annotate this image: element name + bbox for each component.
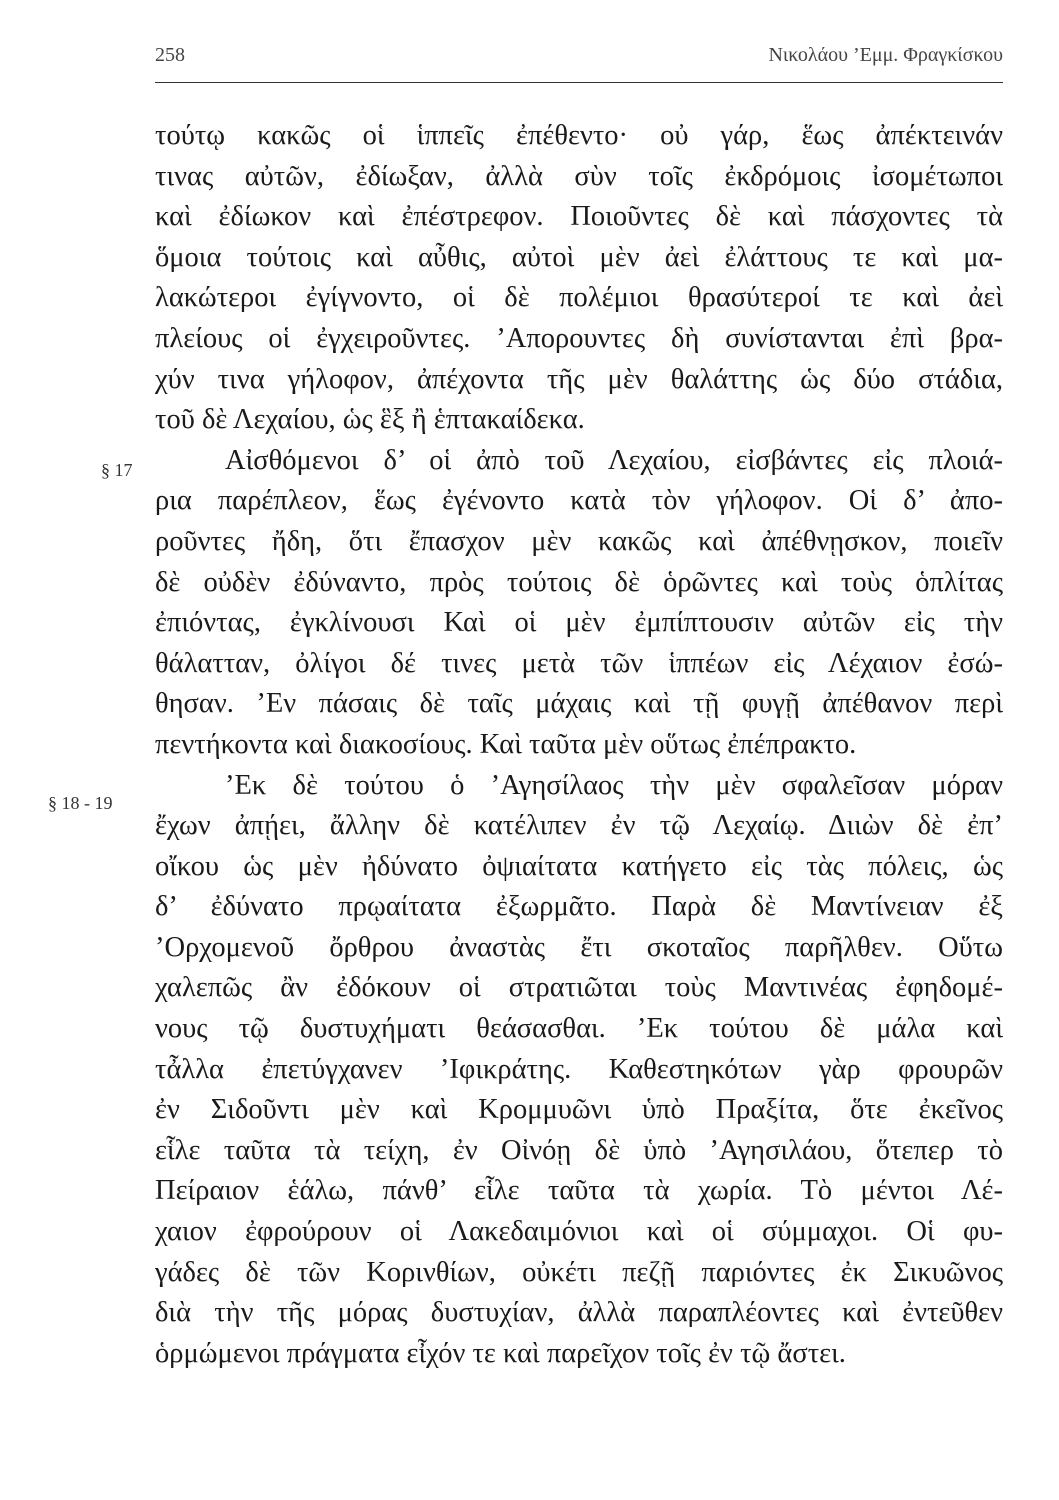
text-line: τούτῳ κακῶς οἱ ἱππεῖς ἐπέθεντο· οὐ γάρ, ἕως ἀπέκτεινάν [155,120,1003,151]
text-line: ὁρμώμενοι πράγματα εἶχόν τε καὶ παρεῖχον τοῖς ἐν τῷ ἄστει. [155,1337,846,1369]
text-line: τινας αὐτῶν, ἐδίωξαν, ἀλλὰ σὺν τοῖς ἐκδρόμοις ἰσομέτωποι [155,160,1003,192]
section-marker-17: § 17 [101,460,133,480]
text-line: χαλεπῶς ἂν ἐδόκουν οἱ στρατιῶται τοὺς Μαντινέας ἐφηδομέ- [155,972,1003,1004]
text-line: χαιον ἐφρούρουν οἱ Λακεδαιμόνιοι καὶ οἱ σύμμαχοι. Οἱ φυ- [155,1216,1003,1248]
text-line: θησαν. ’Εν πάσαις δὲ ταῖς μάχαις καὶ τῇ φυγῇ ἀπέθανον περὶ [155,688,1003,720]
text-line: τοῦ δὲ Λεχαίου, ὡς ἓξ ἢ ἑπτακαίδεκα. [155,404,585,436]
text-line: καὶ ἐδίωκον καὶ ἐπέστρεφον. Ποιοῦντες δὲ καὶ πάσχοντες τὰ [155,201,1003,233]
section-marker-18-19: § 18 - 19 [48,793,113,813]
text-line: ἐπιόντας, ἐγκλίνουσι Καὶ οἱ μὲν ἐμπίπτουσιν αὐτῶν εἰς τὴν [155,607,1003,639]
text-line: πεντήκοντα καὶ διακοσίους. Καὶ ταῦτα μὲν οὕτως ἐπέπρακτο. [155,728,857,760]
text-line: ’Ορχομενοῦ ὄρθρου ἀναστὰς ἔτι σκοταῖος παρῆλθεν. Οὕτω [155,931,1003,963]
text-line: τἆλλα ἐπετύγχανεν ’Ιφικράτης. Καθεστηκότων γὰρ φρουρῶν [155,1053,1003,1085]
text-line: νους τῷ δυστυχήματι θεάσασθαι. ’Εκ τούτου δὲ μάλα καὶ [155,1013,1003,1045]
text-line: Αἰσθόμενοι δ’ οἱ ἀπὸ τοῦ Λεχαίου, εἰσβάντες εἰς πλοιά- [225,444,1003,476]
text-line: Πείραιον ἑάλω, πάνθ’ εἷλε ταῦτα τὰ χωρία. Τὸ μέντοι Λέ- [155,1175,1003,1207]
text-line: δὲ οὐδὲν ἐδύναντο, πρὸς τούτοις δὲ ὁρῶντες καὶ τοὺς ὁπλίτας [155,566,1003,598]
text-line: οἴκου ὡς μὲν ἠδύνατο ὀψιαίτατα κατήγετο εἰς τὰς πόλεις, ὡς [155,850,1003,882]
text-line: διὰ τὴν τῆς μόρας δυστυχίαν, ἀλλὰ παραπλέοντες καὶ ἐντεῦθεν [155,1297,1003,1329]
text-line: ρια παρέπλεον, ἕως ἐγένοντο κατὰ τὸν γήλοφον. Οἱ δ’ ἀπο- [155,485,1003,517]
text-line: εἷλε ταῦτα τὰ τείχη, ἐν Οἰνόῃ δὲ ὑπὸ ’Αγησιλάου, ὅτεπερ τὸ [155,1134,1003,1166]
text-line: πλείους οἱ ἐγχειροῦντες. ’Απορουντες δὴ συνίστανται ἐπὶ βρα- [155,322,1003,354]
text-line: γάδες δὲ τῶν Κορινθίων, οὐκέτι πεζῇ παριόντες ἐκ Σικυῶνος [155,1256,1003,1288]
main-text [155,116,1003,1374]
text-line: ροῦντες ἤδη, ὅτι ἔπασχον μὲν κακῶς καὶ ἀπέθνῃσκον, ποιεῖν [155,525,1003,557]
text-line: θάλατταν, ὀλίγοι δέ τινες μετὰ τῶν ἱππέων εἰς Λέχαιον ἐσώ- [155,647,1003,679]
running-head: Νικολάου ’Εμμ. Φραγκίσκου [768,44,1003,66]
text-line: ὅμοια τούτοις καὶ αὖθις, αὐτοὶ μὲν ἀεὶ ἐλάττους τε καὶ μα- [155,241,1003,273]
text-line: χύν τινα γήλοφον, ἀπέχοντα τῆς μὲν θαλάττης ὡς δύο στάδια, [155,363,1003,395]
text-line: δ’ ἐδύνατο πρῳαίτατα ἐξωρμᾶτο. Παρὰ δὲ Μαντίνειαν ἐξ [155,891,1003,923]
text-line: ἐν Σιδοῦντι μὲν καὶ Κρομμυῶνι ὑπὸ Πραξίτα, ὅτε ἐκεῖνος [155,1094,1003,1126]
page-number: 258 [155,44,185,66]
text-line: λακώτεροι ἐγίγνοντο, οἱ δὲ πολέμιοι θρασύτεροί τε καὶ ἀεὶ [155,282,1003,314]
text-line: ’Εκ δὲ τούτου ὁ ’Αγησίλαος τὴν μὲν σφαλεῖσαν μόραν [225,769,1003,801]
page-header [155,42,1003,83]
text-line: ἔχων ἀπῄει, ἄλλην δὲ κατέλιπεν ἐν τῷ Λεχαίῳ. Διιὼν δὲ ἐπ’ [155,810,1003,842]
